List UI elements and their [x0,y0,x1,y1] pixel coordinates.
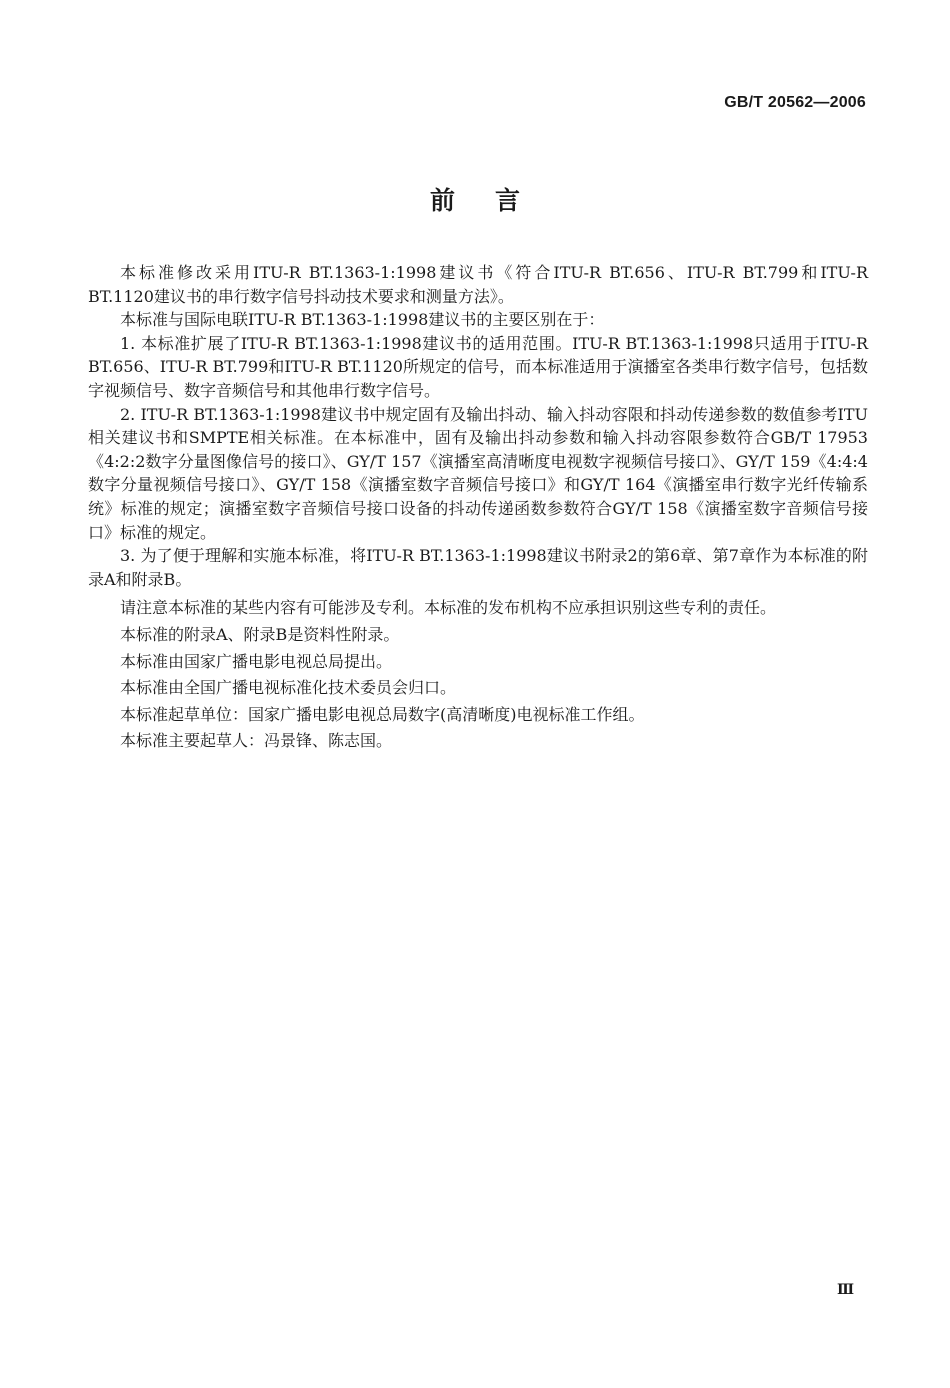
paragraph-difference-3: 3. 为了便于理解和实施本标准，将ITU-R BT.1363-1:1998建议书附录2的第6章、第7章作为本标准的附录A和附录B。 [88,546,868,589]
paragraph-drafting-unit: 本标准起草单位：国家广播电影电视总局数字(高清晰度)电视标准工作组。 [120,704,645,724]
paragraph-proposer: 本标准由国家广播电影电视总局提出。 [120,651,393,671]
standard-code: GB/T 20562—2006 [724,94,866,111]
paragraph-patent-notice: 请注意本标准的某些内容有可能涉及专利。本标准的发布机构不应承担识别这些专利的责任。 [120,598,777,618]
foreword-body [88,261,868,753]
paragraph-difference-1: 1. 本标准扩展了ITU-R BT.1363-1:1998建议书的适用范围。ITU-R BT.1363-1:1998只适用于ITU-R BT.656、ITU-R BT.799和ITU-R BT.1120所规定的信号，而本标准适用于演播室各类串行数字信号，包括数字视频信号、数字音频信号和其他串行数字信号。 [88,333,868,400]
paragraph-committee: 本标准由全国广播电视标准化技术委员会归口。 [120,678,457,698]
paragraph-drafters: 本标准主要起草人：冯景锋、陈志国。 [120,731,393,751]
paragraph-annex-note: 本标准的附录A、附录B是资料性附录。 [120,624,400,644]
paragraph-adoption: 本标准修改采用ITU-R BT.1363-1:1998建议书《符合ITU-R BT.656、ITU-R BT.799和ITU-R BT.1120建议书的串行数字信号抖动技术要求和测量方法》。 [88,263,868,306]
page-number: Ⅲ [836,1282,854,1298]
paragraph-differences-intro: 本标准与国际电联ITU-R BT.1363-1:1998建议书的主要区别在于： [120,310,605,330]
page-title: 前言 [429,186,560,215]
paragraph-difference-2: 2. ITU-R BT.1363-1:1998建议书中规定固有及输出抖动、输入抖动容限和抖动传递参数的数值参考ITU相关建议书和SMPTE相关标准。在本标准中，固有及输出抖动参数和输入抖动容限参数符合GB/T 17953《4:2:2数字分量图像信号的接口》、GY/T 157《演播室高清晰度电视数字视频信号接口》、GY/T 159《4:4:4数字分量视频信号接口》、GY/T 158《演播室数字音频信号接口》和GY/T 164《演播室串行数字光纤传输系统》标准的规定；演播室数字音频信号接口设备的抖动传递函数参数符合GY/T 158《演播室数字音频信号接口》标准的规定。 [88,404,868,542]
